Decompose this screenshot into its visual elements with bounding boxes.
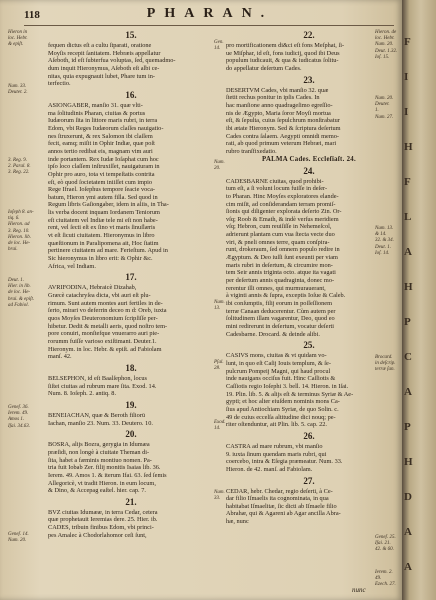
text-line: manſ. 42. (48, 353, 72, 361)
text-line: inde nauigans occiſus fuit. Hinc Caſſiotis & (226, 375, 336, 383)
margin-note (214, 40, 230, 52)
margin-note (375, 96, 401, 121)
text-line: BELSEPHON, id eſt Baalſephon, locus (48, 374, 147, 382)
text-line: per deſertum annis quadraginta, donec mo- (226, 277, 335, 285)
text-line: riter oſtenduntur, ait Plin. lib. 5. cap. 22. (226, 421, 328, 429)
text-line: tum eſt, a ſi volunt locum fuiſſe in deſer- (226, 185, 328, 193)
margin-note-line: Gen. (214, 40, 224, 45)
facing-page-letter: D (404, 491, 412, 503)
text-line: BENEIACHAN, quæ & Beroth filiorū (48, 411, 146, 419)
margin-note-line: tiq. 6. (8, 216, 20, 222)
margin-note-line: Hieron. lib. (8, 234, 32, 240)
text-line: nis de Ægypto, Maria ſoror Moyſi mortua (226, 109, 331, 117)
text-line: pes Amalec à Chodorlahomor ceſi ſunt, (48, 531, 147, 539)
text-line: vſq; Roob & Emath, & indè verſus meridiem (226, 215, 339, 223)
text-line: Caſſiotis regio Ioſephi 3. bell. 14. Hieron. in Iſai. (226, 382, 349, 390)
text-line: Rege Ifrael. Ioſephus tempore ſeacie voca- (48, 186, 155, 194)
margin-note (375, 355, 401, 374)
text-line: CASIVS mons, ciuitas & vt quidam vo- (226, 352, 327, 360)
margin-note-line: 49. (375, 576, 382, 582)
text-line: ſius apud Antiochiam Syriæ, de quo Solin. c. (226, 405, 339, 413)
text-line: pulcrum Pompeij Magni, qui haud procul (226, 367, 331, 375)
margin-note (214, 300, 230, 312)
text-line: rubro tranſfixedatio. (226, 147, 277, 155)
facing-page-letter: H (404, 281, 413, 293)
text-line: coercebo, intra & Eſegia præmeatur. Num. 33. (226, 458, 343, 466)
text-line: Sic hieronymus in libro erit: & Ophir &c. (48, 255, 153, 263)
margin-note-line: 20. (214, 166, 221, 172)
text-line: Abrahæ, qui & Agareni ab Agar ancilla Abra- (226, 510, 341, 518)
margin-note-line: terræ ſan. (375, 367, 395, 373)
margin-note (8, 278, 34, 309)
text-line: batum, Hieron ymi autem filla. Sed quod in (48, 193, 158, 201)
text-line: to Pharan. Hinc Moyſes exploratores elande- (226, 192, 339, 200)
margin-note-line: Ierem. 49. (8, 411, 29, 417)
margin-note-line: Num. 13. (375, 226, 394, 231)
margin-note-line: Deut. 1. (8, 278, 24, 283)
margin-note-line: Num. (214, 490, 225, 495)
margin-note-line: & 14. (375, 232, 387, 238)
text-line: Ophir pro auro, tota vi tempeſtatis contrita (48, 170, 155, 178)
text-line: CADES, tribuin finibus Edom, vbi princi- (48, 524, 154, 532)
text-line: AVRIFODINA, Hebraicè Dizahab, (48, 284, 137, 292)
entry-number: 19. (125, 399, 137, 410)
facing-page-letter: A (404, 386, 412, 398)
text-line: habitabat Iſmaelitæ, ſic dicti ab Iſmaele filio (226, 502, 337, 510)
text-line: fecit, eamq; miſit in Ophir Indiæ, quæ poſt (48, 140, 155, 148)
facing-page-letter: H (404, 141, 413, 153)
text-line: pro mortificationem di&ci eſt fons Meſphat, ſi- (226, 42, 345, 49)
margin-note-line: loc. Hebr. (375, 36, 395, 42)
margin-note (214, 490, 230, 502)
margin-note-line: 1. (375, 108, 379, 114)
text-line: ibi conſumptis, filij eorum in poſſeſſionem (226, 300, 332, 308)
text-line: maris rubri in deſertum, & circumire mon- (226, 261, 333, 269)
margin-note-line: Amos 1. (8, 417, 25, 423)
margin-note-line: 13. (214, 306, 221, 312)
facing-page-letter: A (404, 561, 412, 573)
text-line: Cades contra ſalaem. Aegypti omnidi memo- (226, 132, 339, 140)
text-line: eſt ciuitatem vel Indiæ tele mi eſt non habe- (48, 216, 158, 224)
facing-page-letter: L (404, 211, 412, 223)
margin-note (214, 160, 230, 172)
margin-note-line: Hieron. de (375, 30, 397, 35)
margin-note-line: 3. Reg. 10. (8, 228, 30, 234)
text-line: rent, vel ſecti eſt ex ſino vt maris ſinuſlæris (48, 224, 156, 232)
text-line: fequen dictus eſt a cultu ſtparati, oratione (48, 42, 152, 49)
margin-note-line: Deuter. (375, 102, 390, 108)
running-head: PHARAN. (146, 6, 274, 21)
margin-note-line: Num. (214, 160, 225, 165)
text-line: vſq; Hebron, cum reuiſiſſe in Nehemeſcol, (226, 223, 332, 231)
text-line: ſiſtei ciuitas ad rubrum mare ſita. Exod. 14. (48, 382, 157, 390)
margin-note-line: Brocard. (375, 355, 393, 360)
margin-note-line: Deut. 1.32. (375, 48, 398, 54)
facing-page-letter: C (404, 351, 412, 363)
head-rule (24, 25, 394, 26)
margin-note (375, 226, 401, 257)
margin-note-line: Hier. in lib. (8, 284, 31, 290)
text-line: hæ, nunc (226, 518, 249, 526)
margin-note-line: 3. Reg. 9. (8, 158, 28, 163)
margin-note-line: Num. 33. (8, 84, 27, 89)
text-line: mini redirerunt in deſertum, vocatur deſerti (226, 323, 335, 330)
margin-note-line: Num. 20. (375, 42, 394, 48)
margin-note (8, 405, 34, 430)
margin-note-line: Num. 20. (375, 96, 394, 101)
margin-note (8, 532, 34, 544)
margin-note-line: Hieron in (8, 30, 28, 35)
margin-note (8, 30, 34, 49)
text-line: Hieron. de 42. manſ. ad Fabiolam. (226, 465, 313, 473)
text-line: à viginti annis & ſupra, exceptis Ioſue & Caleb. (226, 292, 346, 300)
margin-note (8, 84, 34, 96)
text-line: CASTRA ad mare rubrum, vbi manſio (226, 442, 323, 450)
facing-page-letter: H (404, 456, 413, 468)
left-column (48, 28, 214, 539)
text-line: ue Miſphar, id eſt, fons iudicij, quod ibi Deus (226, 49, 340, 57)
text-line: hibetur. Dedit & metalli aeris, quod noſtro tem- (48, 322, 168, 330)
entry-number: 16. (125, 89, 137, 100)
text-line: rerentur illi omnes, qui murmurauerant, (226, 284, 326, 292)
text-line: adrierunt plantam cum vua ſtecta vecte duo (226, 231, 335, 239)
text-line: ſionis qui diligenter explorata deſerto Zin. Or- (226, 208, 342, 216)
text-line: hac manſione anno quadrageſimo egreſſio- (226, 101, 333, 109)
text-line: ma ſolitudinis Pharan, ciuitas & portus (48, 109, 146, 117)
margin-note-line: 14. (214, 426, 221, 432)
right-column (226, 28, 392, 526)
text-line: runt, drokeraum, ſed omnem populo redire in (226, 246, 340, 254)
entry-number: 22. (303, 30, 315, 40)
margin-note-line: Ierem. 2. (375, 570, 393, 575)
margin-note-line: brai. (8, 247, 18, 253)
text-line: BOSRA, alijs Bozra, gerygia in Idumæa (48, 441, 150, 449)
margin-note-line: Ioſeph 8. an- (8, 210, 34, 215)
text-line: CEDAR, hebr. Chedar, regio deſerti, à Ce- (226, 487, 333, 495)
margin-note-line: & epiſt. (8, 42, 24, 48)
text-line: BVZ ciuitas Idumææ, in terra Cedar, cetera (48, 508, 158, 516)
text-line: quæſtionum in Paralipomena ait, Hoc ſtatim (48, 239, 159, 247)
facing-page-edge (402, 0, 436, 600)
text-line: dum inquit Hieronymus, Aſeboth eſt albi ce- (48, 64, 160, 72)
text-line: præſidi, non longè à ciuitate Theman di- (48, 448, 150, 456)
margin-note-line: 32. & 34. (375, 238, 394, 244)
margin-note-line: Geneſ. 25. (375, 535, 396, 540)
text-line: pore conuiri, monſtefque vnuerarro auri pie- (48, 330, 160, 338)
text-line: Moyſis recepit ſanitatem. Hebræis appellatur (48, 49, 161, 57)
margin-note-line: Ioſ. 15. (375, 54, 390, 60)
text-line: CADESBARNE ciuitas, quod prohibi- (226, 177, 324, 185)
facing-page-letter: P (404, 316, 411, 328)
text-line: ſtetit rechus ponitur in ipſis Cades. In (226, 94, 320, 102)
margin-note-line: de loc. He- (8, 290, 31, 296)
margin-note-line: Num. 27. (375, 114, 394, 120)
entry-number: 21. (125, 496, 137, 507)
folio-number: 118 (24, 9, 40, 21)
margin-note-line: 28. (214, 366, 221, 372)
text-line: terfectio. (48, 80, 71, 88)
margin-note-line: Num. (214, 300, 225, 305)
text-line: & Dino, & Accepag eaſtel. hier. cap. 7. (48, 487, 146, 495)
text-line: tem Seir annis triginta octo. atque ita vagati (226, 269, 336, 277)
text-line: Aſeboth, id eſt ſubterfua voluptas, ſed, quemadmo- (48, 57, 176, 65)
text-line: annos tertio redibat eis, magnam vim auri (48, 147, 153, 155)
text-line: Allegoricè, vt tradit Hieron. in eum locum, (48, 479, 156, 487)
text-line: ibi ætate Hieronym. Sed & ſcriptura deſertum (226, 124, 341, 132)
entry-number: 15. (125, 30, 137, 40)
text-line: Regum libris Gaſiongaber, idem in aliis, in Tha- (48, 201, 169, 209)
entry-number: 20. (125, 429, 137, 440)
entry-number: 25. (303, 340, 315, 351)
entry-number: 26. (303, 430, 315, 441)
text-line: vt eſt ſicuti ciuitatem. Hieronymus in libro (48, 232, 155, 240)
text-line: Cadesbarne. Drocard. & deinde alibi. (226, 330, 320, 338)
entry-number: 24. (303, 165, 315, 176)
margin-note-line: Num. 20. (8, 538, 27, 544)
entry-number: 23. (303, 74, 315, 85)
margin-note (8, 210, 34, 253)
margin-note-line: 33. (214, 496, 221, 502)
entry-title: PALMA Cades. Eccleſiaſt. 24. (262, 155, 356, 163)
text-line: 9. iuxta ſinum quendam maris rubri, qui (226, 450, 327, 458)
text-line: do appellatur deſertum Cades. (226, 64, 302, 72)
text-line: lunt, in quo eſt Caſij Iouis templum, & ſe- (226, 359, 331, 367)
text-line: Ierem. 49. Amos 1. & iterum Ifai. 63. ſed ſemis (48, 471, 167, 479)
facing-page-letter: P (404, 421, 411, 433)
text-line: nes ſtruxerunt, & rex Salomon ibi claſſem (48, 132, 153, 140)
text-line: 19. Plin. lib. 5. & alijs eſt & terminus Syriæ & Ae- (226, 390, 354, 398)
text-line: dar filio Iſmaelis ita cognominata, in qua (226, 495, 329, 503)
entry-number: 27. (303, 475, 315, 486)
margin-note-line: Hieron. ad (8, 222, 30, 228)
margin-note (214, 420, 230, 432)
facing-page-letter: F (404, 36, 411, 48)
text-line: rati, ab quod primum veterum Hebræi, mari (226, 140, 337, 148)
text-line: Hieronym. in loc. Hebr. & epiſt. ad Fabiolam (48, 345, 162, 353)
text-line: ASIONGABER, manſio 31. quæ vlti- (48, 101, 143, 109)
entry-number: 17. (125, 272, 137, 283)
margin-note-line: Iſai. 34.63. (8, 423, 30, 429)
margin-note-line: Ioſ. 14. (375, 250, 390, 256)
text-line: cim miſit, ad conſiderandam terram promiſ- (226, 200, 336, 208)
margin-note-line: Geneſ. 14. (8, 532, 29, 537)
text-line: Iachan, manſio 23. Num. 33. Deutero. 10. (48, 419, 153, 427)
text-line: viri, & pneli omnes terre, quam conſpira- (226, 238, 330, 246)
text-line: ipſo loco claſſem inſtruxiſſet, nauigaturam in (48, 163, 160, 171)
margin-note-line: ad Fabiol. (8, 302, 29, 308)
margin-note (375, 570, 401, 589)
margin-note-line: 2. Paral. 8. (8, 164, 31, 170)
text-line: populum iudicauit, & qua & iudicatus ſolitu- (226, 57, 339, 65)
text-line: inde portantem. Rex Iudæ Ioſaphat cum hoc (48, 155, 159, 163)
margin-note-line: 14. (214, 46, 221, 52)
facing-page-letter: A (404, 526, 412, 538)
text-line: Africa, vel Indiam. (48, 262, 96, 270)
text-line: gypti; et hoc alter eiuſdem nominis mons Ca- (226, 398, 340, 406)
margin-note-line: Deuter. 2. (8, 90, 28, 96)
margin-note-line: Geneſ. 36. (8, 405, 29, 410)
margin-note-line: Deut. 1. (375, 244, 391, 250)
text-line: eſt, eò quod ſocietatem iniiſſet cum impio (48, 178, 153, 186)
text-line: 49 de cuius eccelſa altitudine dici nouq; pe- (226, 413, 336, 421)
margin-note-line: Exod. (214, 420, 226, 425)
text-line: lis verba docent inquam Iordanem Teniorum (48, 209, 160, 217)
margin-note-line: brai. & epiſt. (8, 296, 35, 302)
facing-page-letter: A (404, 246, 412, 258)
margin-note (214, 360, 230, 372)
text-line: Iudæorum ſita in littore maris rubri, in terra (48, 117, 158, 125)
margin-note-line: Pſal. (214, 360, 224, 365)
margin-note (8, 158, 34, 177)
text-line: Edom, vbi Reges Iudæorum claſſes nauigatio- (48, 124, 164, 132)
facing-page-letter: F (404, 176, 411, 188)
text-line: Græcè catachryſea dicta, vbi auri eſt plu- (48, 292, 151, 300)
margin-note-line: 3. Reg. 22. (8, 170, 30, 176)
text-line: ſolitudinem illam vagarentur, Deo, quod eo (226, 315, 335, 323)
text-line: quæ prophetauit Ieremias dere. 25. Hier. ib. (48, 516, 158, 524)
text-line: nitas, quia expugnauit lubet, Phare tum in- (48, 72, 156, 80)
margin-note (375, 30, 401, 61)
text-line: DESERTVM Cades, vbi manſio 32. quæ (226, 86, 329, 94)
text-line: terræ Canaan deducerentur. Cùm autem per (226, 307, 336, 315)
margin-note-line: in deſcrip. (375, 361, 396, 367)
margin-note (375, 535, 401, 554)
text-line: quos Moyſes Deuteronomium ſcripſiſſe per- (48, 315, 158, 322)
facing-page-letter: I (404, 106, 409, 118)
margin-note-line: 42. & 60. (375, 547, 394, 553)
text-line: tria fuit Iobab Zer. filij monitis Isaias lib. 36. (48, 464, 161, 472)
text-line: ſerto, mirari vo deferrin deceo m d: Oreb, iuxta (48, 307, 167, 315)
text-line: Num. 8. Ioſeph. 2. antiq. 8. (48, 390, 117, 398)
margin-note-line: Ezech. 27. (375, 582, 396, 588)
facing-page-letter: I (404, 71, 409, 83)
margin-note-line: de loc. He- (8, 241, 31, 247)
text-line: Ægyptum. & Deo iuſſi ſunt exeunti per viam (226, 254, 338, 262)
entry-number: 18. (125, 362, 137, 373)
catchword: nunc (352, 586, 366, 594)
text-line: rimum. Sunt autem montes auri fertiles in de- (48, 299, 163, 307)
text-line: rorumm fuiſſe varioso exiſtimant. Deuter.1. (48, 337, 157, 345)
text-line: eſt, & ſepulta, cuius ſepulchrum monſtrabatur (226, 117, 340, 125)
margin-note-line: loc. Hebr. (8, 36, 28, 42)
text-line: pertinere ciuitatem ad mare. Ferieſtum. Apud in (48, 247, 168, 255)
text-line: ſita, habet a fæminis montiuo nomen. Pa- (48, 456, 152, 464)
margin-note-line: Iſai. 21. (375, 541, 391, 547)
